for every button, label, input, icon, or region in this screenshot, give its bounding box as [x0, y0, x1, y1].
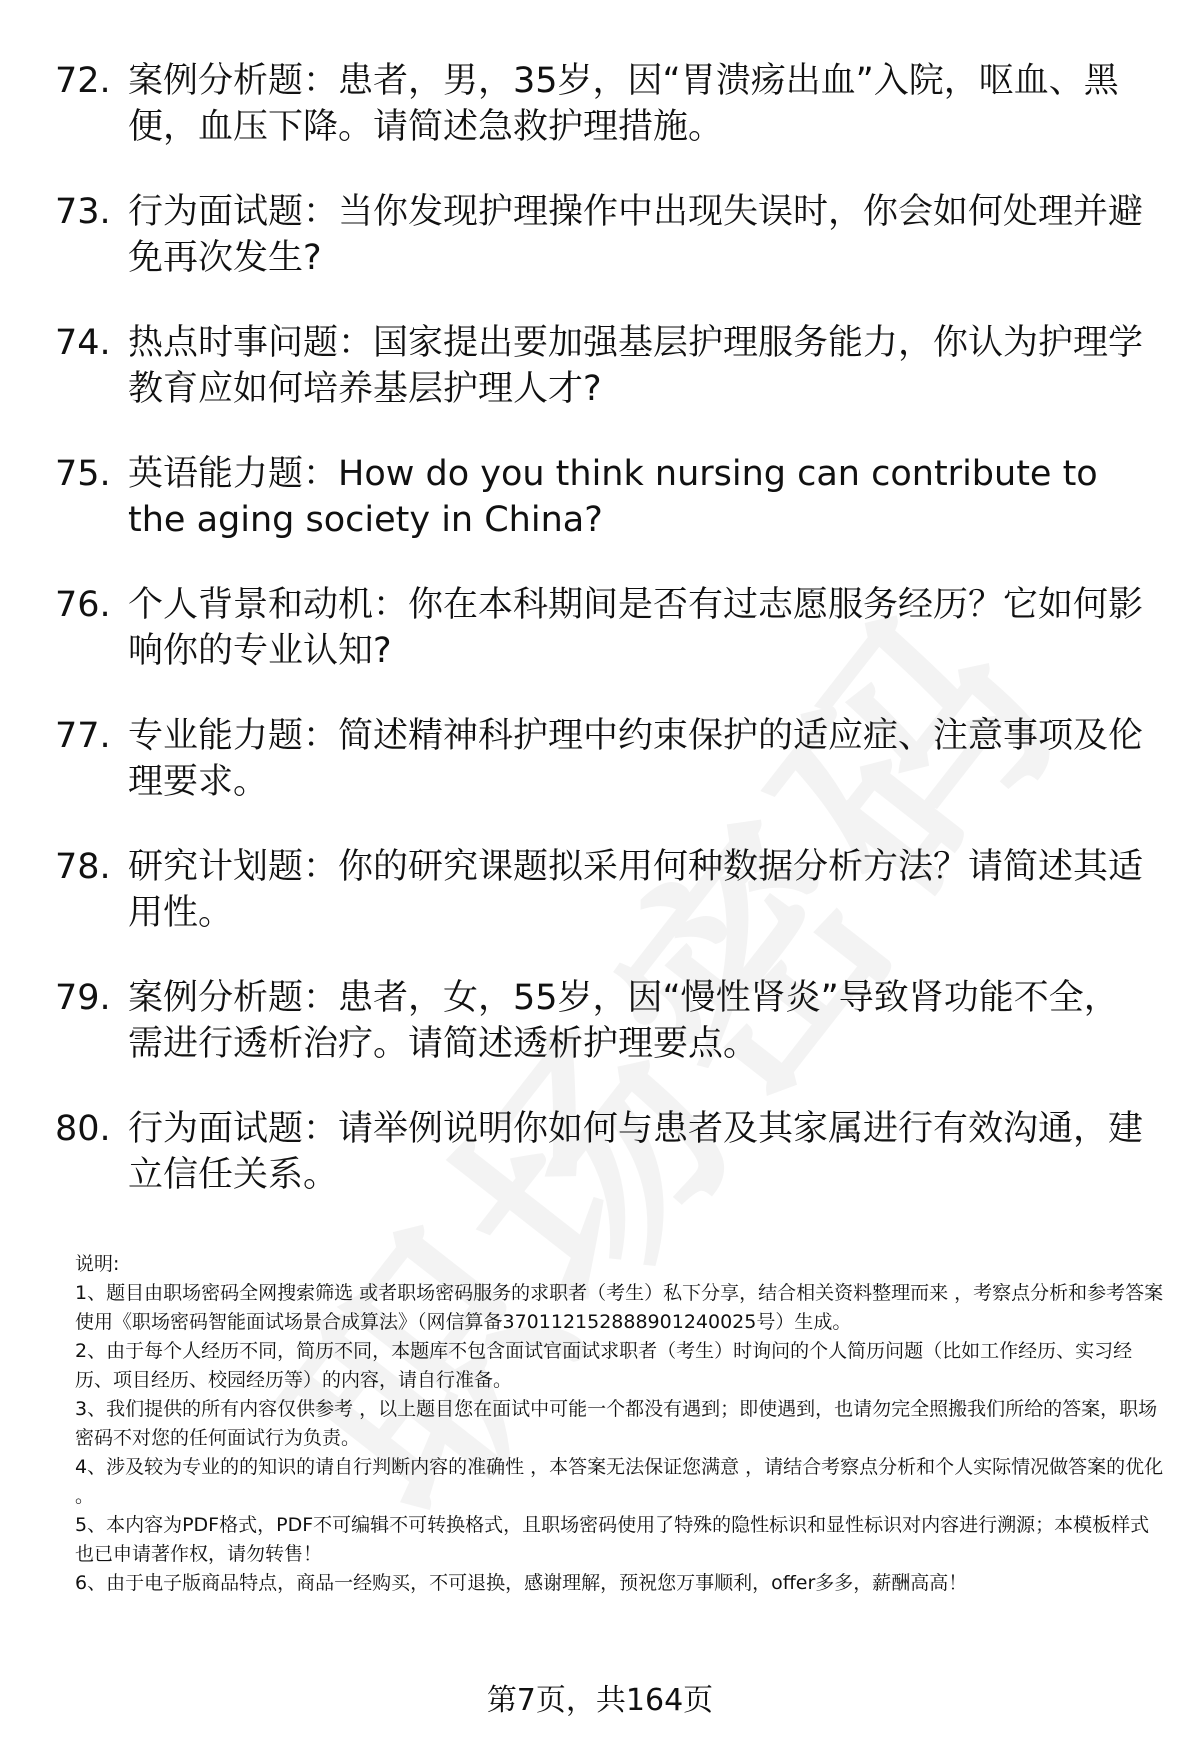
- question-text: 个人背景和动机：你在本科期间是否有过志愿服务经历？它如何影响你的专业认知?: [128, 585, 1144, 671]
- question-item: [0, 844, 1200, 975]
- question-item: [0, 451, 1200, 582]
- question-number: 76.: [55, 585, 111, 625]
- notes-title: 说明:: [75, 1253, 120, 1275]
- question-number: 73.: [55, 192, 111, 232]
- question-number: 78.: [55, 847, 111, 887]
- question-text: 案例分析题：患者，男，35岁，因“胃溃疡出血”入院，呕血、黑便，血压下降。请简述急救护理措施。: [128, 61, 1119, 147]
- question-text: 研究计划题：你的研究课题拟采用何种数据分析方法？请简述其适用性。: [128, 847, 1144, 933]
- question-number: 75.: [55, 454, 111, 494]
- note-item: 2、由于每个人经历不同，简历不同，本题库不包含面试官面试求职者（考生）时询问的个人简历问题（比如工作经历、实习经历、项目经历、校园经历等）的内容，请自行准备。: [75, 1340, 1133, 1391]
- notes-section: [75, 1250, 1165, 1598]
- question-number: 79.: [55, 978, 111, 1018]
- question-item: [0, 713, 1200, 844]
- question-number: 72.: [55, 61, 111, 101]
- page-footer: 第7页，共164页: [486, 1683, 714, 1718]
- question-item: [0, 975, 1200, 1106]
- question-item: [0, 320, 1200, 451]
- note-item: 4、涉及较为专业的的知识的请自行判断内容的准确性 ，本答案无法保证您满意 ，请结合考察点分析和个人实际情况做答案的优化 。: [75, 1456, 1164, 1507]
- note-item: 1、题目由职场密码全网搜索筛选 或者职场密码服务的求职者（考生）私下分享，结合相关资料整理而来 ，考察点分析和参考答案使用《职场密码智能面试场景合成算法》（网信算备370112152888901240025号）生成。: [75, 1282, 1164, 1333]
- question-text: 英语能力题：How do you think nursing can contribute to the aging society in China?: [128, 454, 1098, 540]
- question-text: 行为面试题：当你发现护理操作中出现失误时，你会如何处理并避免再次发生?: [128, 192, 1144, 278]
- question-item: [0, 582, 1200, 713]
- question-item: [0, 189, 1200, 320]
- question-number: 77.: [55, 716, 111, 756]
- question-list: [0, 58, 1200, 1237]
- question-item: [0, 1106, 1200, 1237]
- question-text: 行为面试题：请举例说明你如何与患者及其家属进行有效沟通，建立信任关系。: [128, 1109, 1144, 1195]
- question-number: 74.: [55, 323, 111, 363]
- note-item: 5、本内容为PDF格式，PDF不可编辑不可转换格式，且职场密码使用了特殊的隐性标识和显性标识对内容进行溯源；本模板样式也已申请著作权，请勿转售！: [75, 1514, 1150, 1565]
- note-item: 6、由于电子版商品特点，商品一经购买，不可退换，感谢理解，预祝您万事顺利，offer多多，薪酬高高！: [75, 1572, 968, 1594]
- question-text: 专业能力题：简述精神科护理中约束保护的适应症、注意事项及伦理要求。: [128, 716, 1144, 802]
- note-item: 3、我们提供的所有内容仅供参考 ，以上题目您在面试中可能一个都没有遇到；即使遇到，也请勿完全照搬我们所给的答案，职场密码不对您的任何面试行为负责。: [75, 1398, 1158, 1449]
- question-number: 80.: [55, 1109, 111, 1149]
- question-text: 案例分析题：患者，女，55岁，因“慢性肾炎”导致肾功能不全，需进行透析治疗。请简述透析护理要点。: [128, 978, 1119, 1064]
- question-text: 热点时事问题：国家提出要加强基层护理服务能力，你认为护理学教育应如何培养基层护理人才?: [128, 323, 1144, 409]
- question-item: [0, 58, 1200, 189]
